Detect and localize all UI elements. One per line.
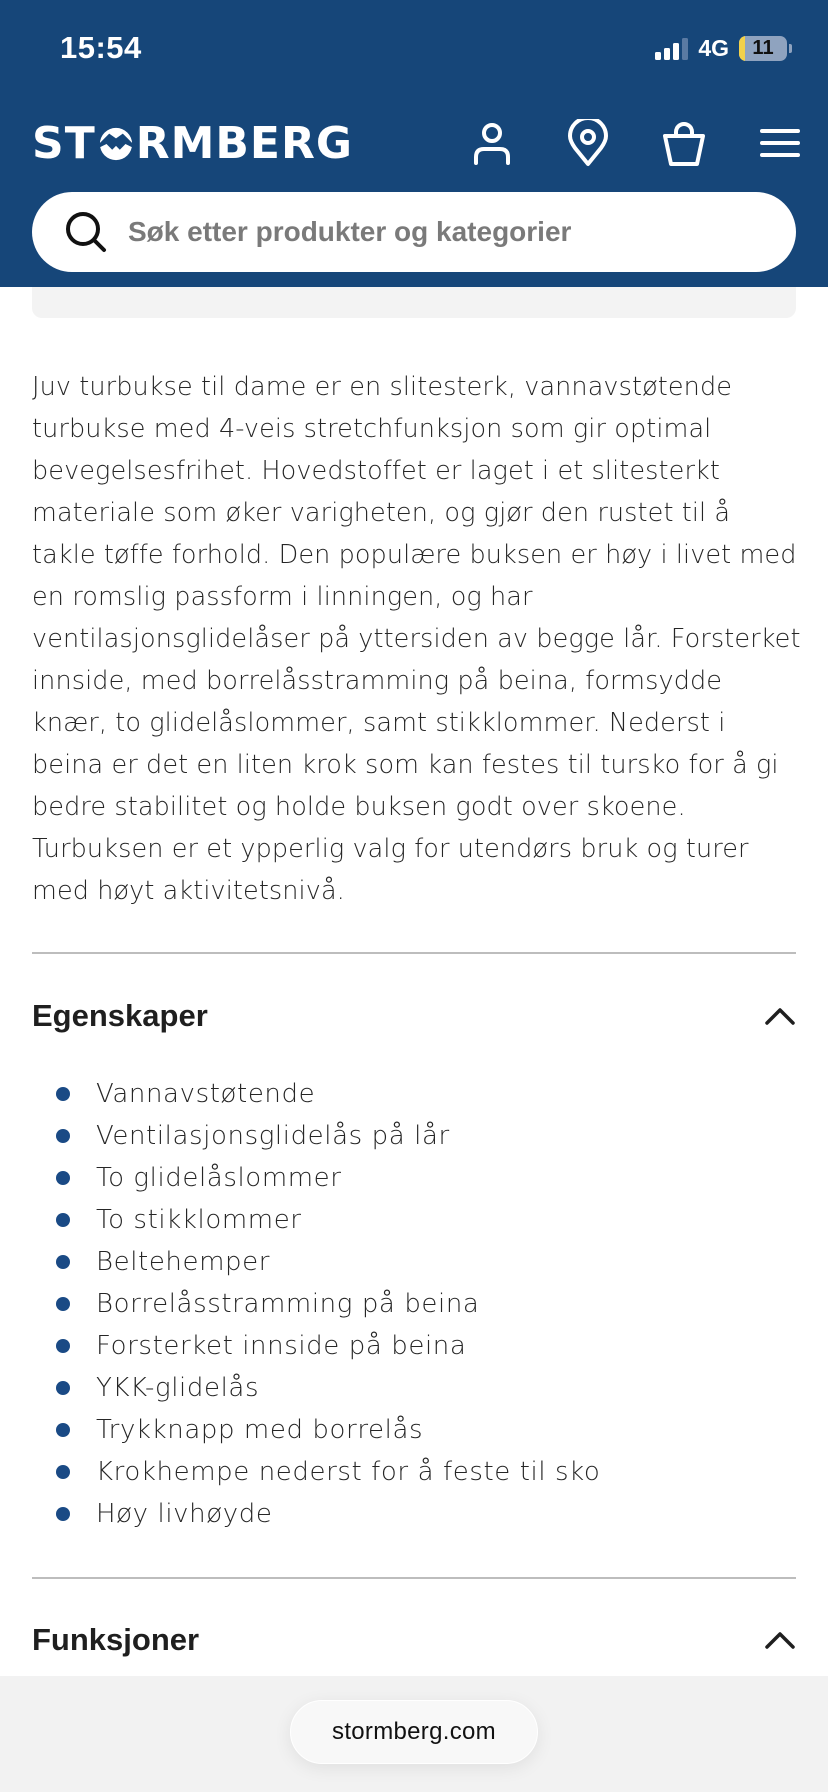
bullet-icon: [56, 1255, 70, 1269]
battery-tip: [789, 44, 792, 53]
hamburger-menu-icon: [759, 126, 801, 160]
stormberg-logo[interactable]: [32, 118, 353, 169]
section-divider: [32, 1577, 796, 1579]
list-item: Beltehemper: [56, 1241, 600, 1283]
shopping-bag-icon: [662, 120, 706, 166]
list-item: Krokhempe nederst for å feste til sko: [56, 1451, 600, 1493]
section-title: Funksjoner: [32, 1622, 200, 1657]
bullet-icon: [56, 1423, 70, 1437]
list-item: Ventilasjonsglidelås på lår: [56, 1115, 600, 1157]
status-indicators: [655, 35, 792, 62]
bullet-icon: [56, 1129, 70, 1143]
logo-text-left: ST: [32, 118, 96, 169]
bullet-icon: [56, 1465, 70, 1479]
list-item: To glidelåslommer: [56, 1157, 600, 1199]
logo-text-right: RMBERG: [135, 118, 353, 169]
list-item: Vannavstøtende: [56, 1073, 600, 1115]
site-header: [0, 0, 828, 287]
chevron-up-icon[interactable]: [764, 1005, 796, 1027]
list-item: To stikklommer: [56, 1199, 600, 1241]
accordion-funksjoner[interactable]: [32, 1622, 796, 1658]
account-button[interactable]: [470, 118, 514, 168]
bullet-icon: [56, 1171, 70, 1185]
bullet-icon: [56, 1087, 70, 1101]
address-bar[interactable]: [290, 1700, 538, 1764]
list-item: Trykknapp med borrelås: [56, 1409, 600, 1451]
shopping-bag-button[interactable]: [662, 118, 706, 168]
browser-bottom-bar: [0, 1676, 828, 1792]
network-type: 4G: [698, 35, 729, 61]
status-bar: [0, 0, 828, 100]
search-bar[interactable]: [32, 192, 796, 272]
url-text: stormberg.com: [332, 1718, 496, 1745]
battery-level: 11: [752, 37, 774, 59]
bullet-icon: [56, 1507, 70, 1521]
location-pin-icon: [567, 119, 609, 167]
section-divider: [32, 952, 796, 954]
bullet-icon: [56, 1381, 70, 1395]
store-locator-button[interactable]: [566, 118, 610, 168]
chevron-up-icon[interactable]: [764, 1629, 796, 1651]
header-actions: [470, 118, 802, 168]
list-item: Forsterket innside på beina: [56, 1325, 600, 1367]
account-icon: [472, 121, 512, 165]
mountain-logo-icon: [97, 125, 135, 163]
battery-icon: [739, 36, 787, 61]
bullet-icon: [56, 1213, 70, 1227]
bullet-icon: [56, 1297, 70, 1311]
search-icon: [64, 210, 108, 254]
search-input[interactable]: [128, 216, 748, 248]
section-title: Egenskaper: [32, 998, 208, 1033]
menu-button[interactable]: [758, 118, 802, 168]
accordion-egenskaper[interactable]: [32, 998, 796, 1034]
status-time: 15:54: [60, 30, 142, 65]
list-item: Borrelåsstramming på beina: [56, 1283, 600, 1325]
product-description: Juv turbukse til dame er en slitesterk, vannavstøtende turbukse med 4-veis stretchfunksjon som gir optimal bevegelsesfrihet. Hovedstoffet er laget i et slitesterkt materiale som øker varigheten, og gjør den rustet til å takle tøffe forhold. Den populære buksen er høy i livet med en romslig passform i linningen, og har ventilasjonsglidelåser på yttersiden av begge lår. Forsterket innside, med borrelåsstramming på beina, formsydde knær, to glidelåslommer, samt stikklommer. Nederst i beina er det en liten krok som kan festes til tursko for å gi bedre stabilitet og holde buksen godt over skoene. Turbuksen er et ypperlig valg for utendørs bruk og turer med høyt aktivitetsnivå.: [32, 372, 801, 906]
list-item: Høy livhøyde: [56, 1493, 600, 1535]
list-item: YKK-glidelås: [56, 1367, 600, 1409]
cellular-signal-icon: [655, 38, 688, 60]
features-list: [56, 1073, 600, 1535]
bullet-icon: [56, 1339, 70, 1353]
